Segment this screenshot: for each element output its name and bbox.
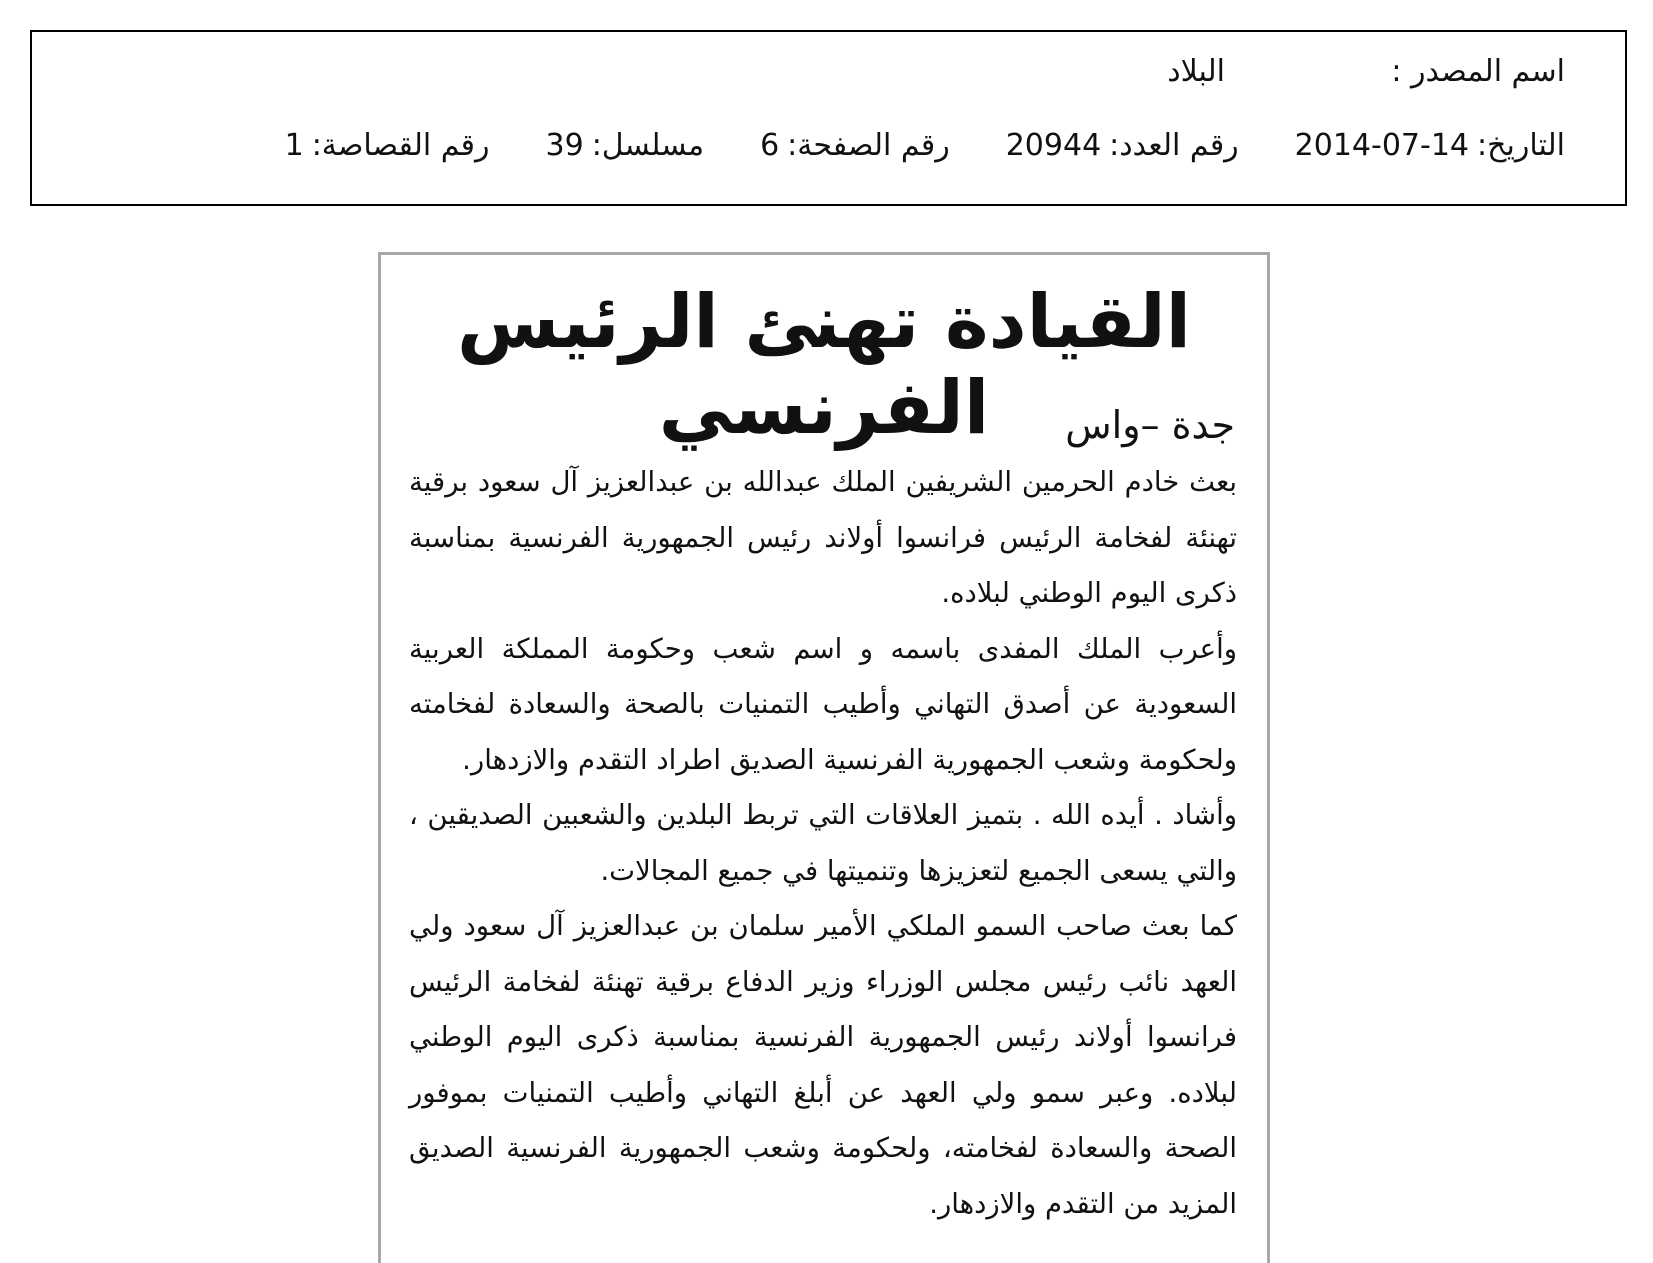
- newspaper-clipping: [378, 252, 1270, 1263]
- article-headline: القيادة تهنئ الرئيس الفرنسي: [456, 279, 1192, 451]
- date-value: 2014-07-14: [1294, 128, 1470, 163]
- source-row: [62, 54, 1565, 89]
- source-value: البلاد: [1167, 54, 1225, 89]
- article-paragraph: بعث خادم الحرمين الشريفين الملك عبدالله بن عبدالعزيز آل سعود برقية تهنئة لفخامة الرئيس فرانسوا أولاند رئيس الجمهورية الفرنسية بمناسبة ذكرى اليوم الوطني لبلاده.: [409, 466, 1237, 609]
- article-paragraph: وأشاد . أيده الله . بتميز العلاقات التي تربط البلدين والشعبين الصديقين ، والتي يسعى الجميع لتعزيزها وتنميتها في جميع المجالات.: [409, 799, 1237, 887]
- article-paragraph: كما بعث صاحب السمو الملكي الأمير سلمان بن عبدالعزيز آل سعود ولي العهد نائب رئيس مجلس الوزراء وزير الدفاع برقية تهنئة لفخامة الرئيس فرانسوا أولاند رئيس الجمهورية الفرنسية بمناسبة ذكرى اليوم الوطني لبلاده. وعبر سمو ولي العهد عن أبلغ التهاني وأطيب التمنيات بموفور الصحة والسعادة لفخامته، ولحكومة وشعب الجمهورية الفرنسية الصديق المزيد من التقدم والازدهار.: [409, 910, 1237, 1220]
- article-dateline: جدة –واس: [1065, 403, 1235, 447]
- details-row: [62, 128, 1565, 163]
- article-body: [409, 455, 1237, 1232]
- serial-label: مسلسل:: [591, 128, 705, 163]
- source-label: اسم المصدر :: [1391, 54, 1565, 89]
- clip-number-value: 1: [284, 128, 304, 163]
- clipping-metadata-box: [30, 30, 1627, 206]
- page-value: 6: [760, 128, 780, 163]
- article-paragraph: وأعرب الملك المفدى باسمه و اسم شعب وحكومة المملكة العربية السعودية عن أصدق التهاني وأطيب التمنيات بالصحة والسعادة لفخامته ولحكومة وشعب الجمهورية الفرنسية الصديق اطراد التقدم والازدهار.: [409, 632, 1237, 776]
- page-label: رقم الصفحة:: [787, 128, 950, 163]
- issue-value: 20944: [1005, 128, 1102, 163]
- serial-value: 39: [545, 128, 584, 163]
- issue-label: رقم العدد:: [1109, 128, 1239, 163]
- clip-number-label: رقم القصاصة:: [311, 128, 490, 163]
- date-label: التاريخ:: [1477, 128, 1565, 163]
